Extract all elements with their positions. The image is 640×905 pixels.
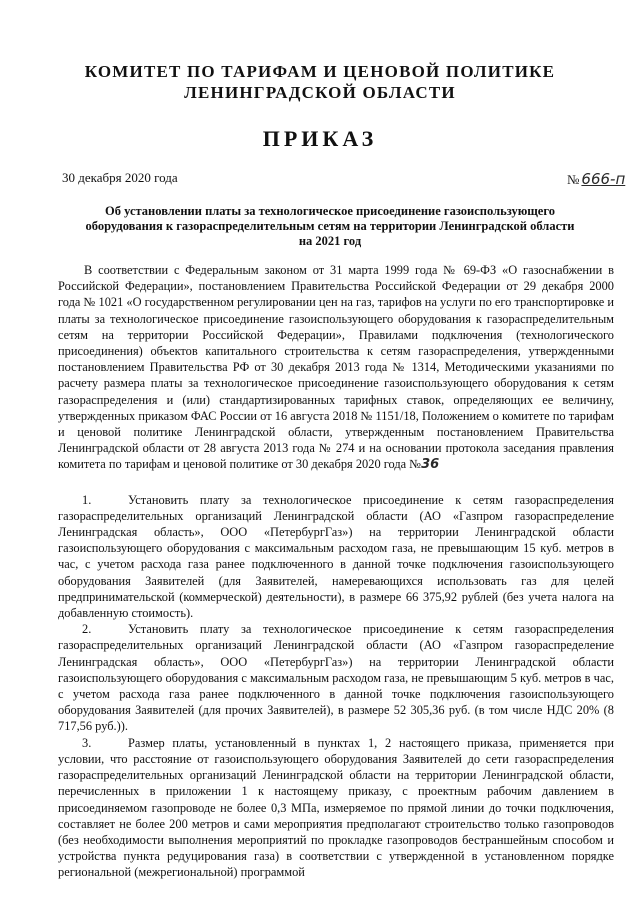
item-number: 3. xyxy=(82,735,92,750)
organization-name-line2: ЛЕНИНГРАДСКОЙ ОБЛАСТИ xyxy=(184,83,456,102)
handwritten-number: 666-п xyxy=(581,170,626,188)
handwritten-protocol-number: 36 xyxy=(421,457,440,473)
document-title: ПРИКАЗ xyxy=(262,126,378,151)
number-prefix: № xyxy=(567,172,580,187)
item-text: Размер платы, установленный в пунктах 1, 2 настоящего приказа, применяется при условии, что расстояние от газоиспользующего оборудования Заявителей до сети газораспределения газораспределительных организаций Ленинградской области на территории Ленинградской области, перечисленных в приложении 1 к настоящему приказу, с проектным рабочим давлением в присоединяемом газопроводе не более 0,3 МПа, измеряемое по прямой линии до точки подключения, составляет не более 200 метров и сами мероприятия предполагают строительство только газопроводов (без необходимости выполнения мероприятий по прокладке газопроводов бестраншейным способом и устройства пункта редуцирования газа) в соответствии с утвержденной в установленном порядке региональной (межрегиональной) программой xyxy=(58,735,614,880)
document-date: 30 декабря 2020 года xyxy=(62,170,178,185)
item-text: Установить плату за технологическое присоединение к сетям газораспределения газораспределительных организаций Ленинградской области (АО «Газпром газораспределение Ленинградская область», ООО «ПетербургГаз») на территории Ленинградской области газоиспользующего оборудования с максимальным расходом газа, не превышающим 5 куб. метров в час, с учетом расхода газа ранее подключенного в данной точке подключения газоиспользующего оборудования Заявителей (для прочих Заявителей), в размере 52 305,36 руб. (в том числе НДС 20% (8 717,56 руб.)). xyxy=(58,622,614,734)
document-subject: Об установлении платы за технологическое присоединение газоиспользующего оборудования к газораспределительным сетям на территории Ленинградской области на 2021 год xyxy=(85,204,575,248)
item-number: 2. xyxy=(82,622,92,637)
preamble-text: В соответствии с Федеральным законом от 31 марта 1999 года № 69-ФЗ «О газоснабжении в Российской Федерации», постановлением Правительства Российской Федерации от 29 декабря 2000 года № 1021 «О государственном регулировании цен на газ, тарифов на услуги по его транспортировке и платы за технологическое присоединение газоиспользующего оборудования к газораспределительным сетям на территории Российской Федерации», Правилами подключения (технологического присоединения) объектов капитального строительства к сетям газораспределения, утвержденными постановлением Правительства РФ от 30 декабря 2013 года № 1314, Методическими указаниями по расчету размера платы за технологическое присоединение газоиспользующего оборудования к сетям газораспределения и (или) стандартизированных тарифных ставок, определяющих ее величину, утвержденных приказом ФАС России от 16 августа 2018 № 1151/18, Положением о комитете по тарифам и ценовой политике Ленинградской области, утвержденным постановлением Правительства Ленинградской области от 28 августа 2013 года № 274 и на основании протокола заседания правления комитета по тарифам и ценовой политике от 30 декабря 2020 года № xyxy=(58,263,614,472)
organization-name-line1: КОМИТЕТ ПО ТАРИФАМ И ЦЕНОВОЙ ПОЛИТИКЕ xyxy=(84,62,556,81)
item-text: Установить плату за технологическое присоединение к сетям газораспределения газораспределительных организаций Ленинградской области (АО «Газпром газораспределение Ленинградская область», ООО «ПетербургГаз») на территории Ленинградской области газоиспользующего оборудования с максимальным расходом газа, не превышающим 15 куб. метров в час, с учетом расхода газа ранее подключенного в данной точке подключения газоиспользующего оборудования Заявителей (для Заявителей, намеревающихся использовать газ для целей предпринимательской (коммерческой) деятельности), в размере 66 375,92 рублей (без учета налога на добавленную стоимость). xyxy=(58,492,614,621)
order-item-2 xyxy=(58,621,614,734)
document-body xyxy=(58,262,614,881)
order-item-1 xyxy=(58,492,614,622)
item-number: 1. xyxy=(82,492,92,507)
document-number xyxy=(567,170,625,188)
preamble-paragraph xyxy=(58,262,614,474)
order-item-3 xyxy=(58,735,614,881)
